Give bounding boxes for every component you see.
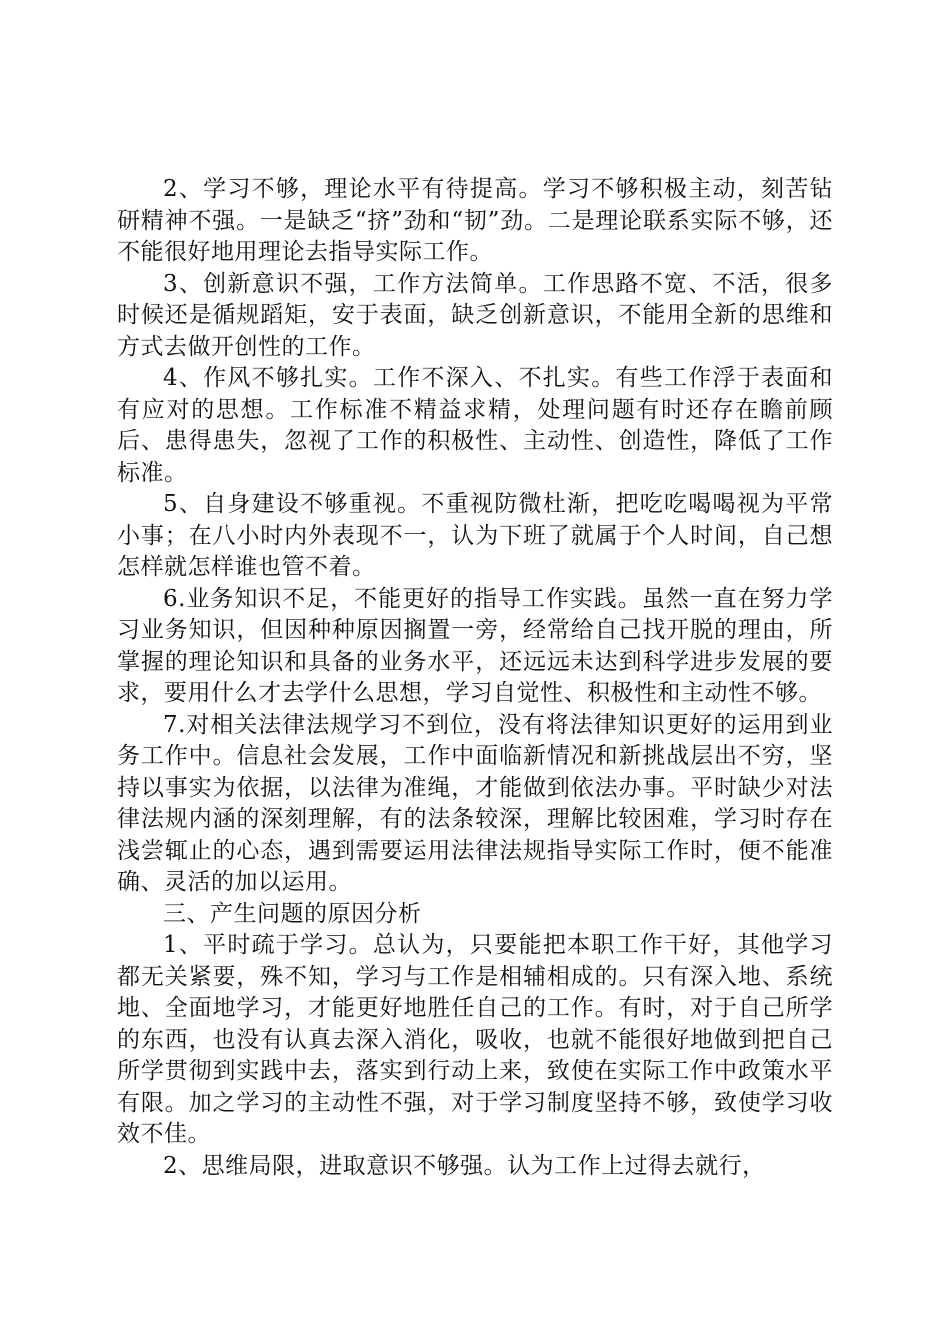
paragraph-self-building: 5、自身建设不够重视。不重视防微杜渐，把吃吃喝喝视为平常小事；在八小时内外表现不一，认为下班了就属于个人时间，自己想怎样就怎样谁也管不着。 bbox=[117, 491, 833, 580]
paragraph-limited-thinking: 2、思维局限，进取意识不够强。认为工作上过得去就行， bbox=[163, 1152, 766, 1179]
paragraph-business-knowledge: 6.业务知识不足，不能更好的指导工作实践。虽然一直在努力学习业务知识，但因种种原因搁置一旁，经常给自己找开脱的理由，所掌握的理论知识和具备的业务水平，还远远未达到科学进步发展的要求，要用什么才去学什么思想，学习自觉性、积极性和主动性不够。 bbox=[117, 585, 833, 706]
document-body bbox=[117, 174, 833, 1182]
paragraph-innovation-weak: 3、创新意识不强，工作方法简单。工作思路不宽、不活，很多时候还是循规蹈矩，安于表面，缺乏创新意识，不能用全新的思维和方式去做开创性的工作。 bbox=[117, 270, 833, 360]
paragraph-work-style: 4、作风不够扎实。工作不深入、不扎实。有些工作浮于表面和有应对的思想。工作标准不精益求精，处理问题有时还存在瞻前顾后、患得患失，忽视了工作的积极性、主动性、创造性，降低了工作标准。 bbox=[117, 365, 833, 486]
section-heading-cause-analysis: 三、产生问题的原因分析 bbox=[163, 900, 422, 927]
paragraph-neglect-study: 1、平时疏于学习。总认为，只要能把本职工作干好，其他学习都无关紧要，殊不知，学习与工作是相辅相成的。只有深入地、系统地、全面地学习，才能更好地胜任自己的工作。有时，对于自己所学的东西，也没有认真去深入消化，吸收，也就不能很好地做到把自己所学贯彻到实践中去，落实到行动上来，致使在实际工作中政策水平有限。加之学习的主动性不强，对于学习制度坚持不够，致使学习收效不佳。 bbox=[117, 932, 833, 1147]
paragraph-law-study: 7.对相关法律法规学习不到位，没有将法律知识更好的运用到业务工作中。信息社会发展，工作中面临新情况和新挑战层出不穷，坚持以事实为依据，以法律为准绳，才能做到依法办事。平时缺少对法律法规内涵的深刻理解，有的法条较深，理解比较困难，学习时存在浅尝辄止的心态，遇到需要运用法律法规指导实际工作时，便不能准确、灵活的加以运用。 bbox=[117, 711, 833, 895]
paragraph-study-insufficient: 2、学习不够，理论水平有待提高。学习不够积极主动，刻苦钻研精神不强。一是缺乏“挤”劲和“韧”劲。二是理论联系实际不够，还不能很好地用理论去指导实际工作。 bbox=[117, 176, 833, 265]
